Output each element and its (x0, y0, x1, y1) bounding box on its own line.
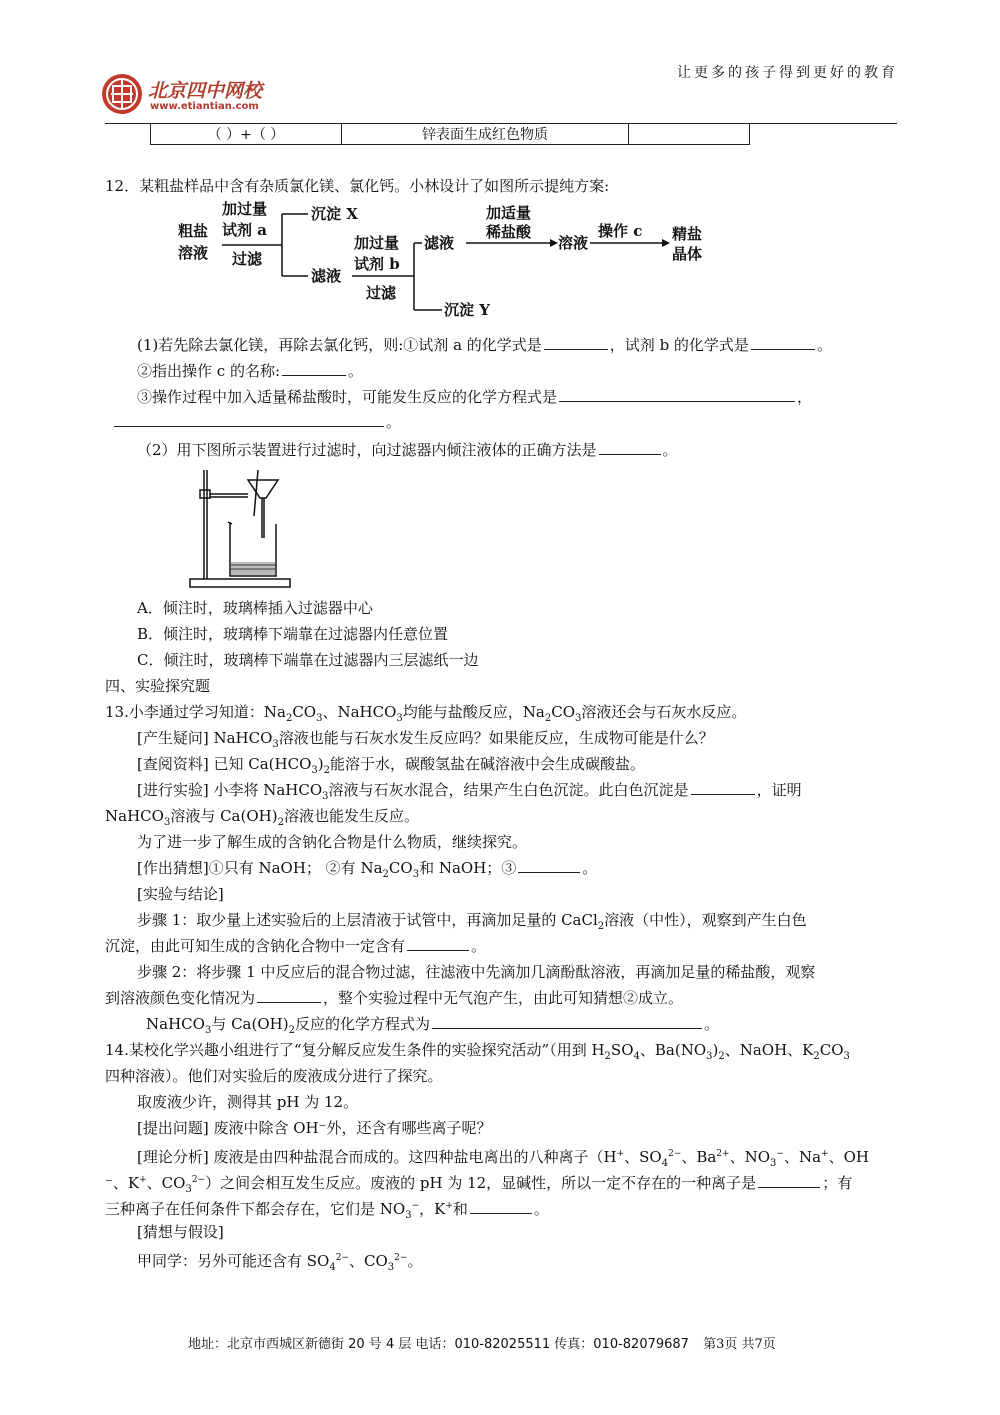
logo (100, 72, 290, 118)
q13-line8: [实验与结论] (137, 885, 224, 903)
q12-option-a: A．倾注时，玻璃棒插入过滤器中心 (137, 599, 373, 617)
q13-line12: 到溶液颜色变化情况为 ，整个实验过程中无气泡产生，由此可知猜想②成立。 (105, 989, 684, 1007)
q13-line10: 沉淀，由此可知生成的含钠化合物中一定含有 。 (105, 937, 487, 955)
q14-line8: [猜想与假设] (137, 1223, 224, 1241)
q14-line2: 四种溶液）。他们对实验后的废液成分进行了探究。 (105, 1067, 443, 1085)
q14-line3: 取废液少许，测得其 pH 为 12。 (137, 1093, 359, 1111)
flow-reagent-b: 试剂 b (354, 255, 400, 273)
q12-option-c: C．倾注时，玻璃棒下端靠在过滤器内三层滤纸一边 (137, 651, 479, 669)
logo-name: 北京四中网校 (148, 80, 263, 102)
flow-add-excess-a: 加过量 (222, 200, 268, 218)
q13-line1: 13.小李通过学习知道：$Na_2CO_3$、NaHCO$_3$均能与盐酸反应，$Na_2CO_3$溶液还会与石灰水反应。 (105, 703, 747, 724)
q13-line7: [作出猜想]①只有 NaOH； ②有 $Na_2CO_3$和 NaOH；③ 。 (137, 859, 598, 880)
q12-stem: 12．某粗盐样品中含有杂质氯化镁、氯化钙。小林设计了如图所示提纯方案: (105, 177, 610, 195)
table-cell: （ ）+（ ） (151, 124, 342, 145)
page-number: 第3页 共7页 (703, 1337, 776, 1352)
flow-precipitate-y: 沉淀 Y (444, 301, 490, 319)
logo-emblem-icon (100, 72, 144, 116)
flow-solution: 溶液 (558, 234, 589, 252)
flow-filter-1: 过滤 (232, 250, 263, 268)
q14-line7: 三种离子在任何条件下都会存在，它们是 $NO_3^-$，K+和 。 (105, 1200, 549, 1221)
flow-add-excess-b: 加过量 (354, 234, 400, 252)
table-cell: 锌表面生成红色物质 (342, 124, 629, 145)
q13-line11: 步骤 2：将步骤 1 中反应后的混合物过滤，往滤液中先滴加几滴酚酞溶液，再滴加足量的稀盐酸，观察 (137, 963, 816, 981)
flow-precipitate-x: 沉淀 X (311, 205, 358, 223)
q14-line6: ⁻、K+、$CO_3^{2-}$）之间会相互发生反应。废液的 pH 为 12，显碱性，所以一定不存在的一种离子是 ；有 (105, 1174, 853, 1195)
q12-part1-line4: 。 (112, 412, 401, 432)
flow-crystal: 晶体 (672, 245, 703, 263)
q12-part1-line2: ②指出操作 c 的名称: 。 (137, 362, 364, 380)
q13-line6: 为了进一步了解生成的含钠化合物是什么物质，继续探究。 (137, 833, 528, 851)
footer-address: 地址：北京市西城区新德街 20 号 4 层 电话：010-82025511 传真：010-82079687 (188, 1337, 689, 1352)
flow-crude-salt: 粗盐 (178, 222, 209, 240)
flow-add-hcl-1: 加适量 (486, 204, 532, 222)
q14-line4: [提出问题] 废液中除含 OH⁻外，还含有哪些离子呢？ (137, 1119, 492, 1137)
q14-line1: 14.某校化学兴趣小组进行了“复分解反应发生条件的实验探究活动”（用到 $H_2SO_4$、$Ba(NO_3)_2$、NaOH、$K_2CO_3$ (105, 1041, 850, 1062)
flow-reagent-a: 试剂 a (222, 221, 267, 239)
flow-add-hcl-2: 稀盐酸 (486, 223, 532, 241)
flow-filtrate-2: 滤液 (424, 234, 455, 252)
q13-line3: [查阅资料] 已知 $Ca(HCO_3)_2$能溶于水，碳酸氢盐在碱溶液中会生成碳酸盐。 (137, 755, 645, 776)
top-table (150, 123, 750, 145)
q12-part1-line3: ③操作过程中加入适量稀盐酸时，可能发生反应的化学方程式是 ， (137, 388, 813, 406)
filtration-apparatus-figure (188, 466, 298, 592)
flow-filter-2: 过滤 (366, 284, 397, 302)
flow-crude-solution: 溶液 (178, 244, 209, 262)
q13-line5: NaHCO$_3$溶液与 $Ca(OH)_2$溶液也能发生反应。 (105, 807, 419, 828)
flow-filtrate-1: 滤液 (311, 267, 342, 285)
flow-fine-salt: 精盐 (672, 225, 703, 243)
q13-line2: [产生疑问] NaHCO$_3$溶液也能与石灰水发生反应吗？如果能反应，生成物可能是什么？ (137, 729, 714, 750)
section-heading: 四、实验探究题 (105, 677, 211, 695)
q13-line4: [进行实验] 小李将 NaHCO$_3$溶液与石灰水混合，结果产生白色沉淀。此白色沉淀是 ，证明 (137, 781, 802, 802)
q13-line13: NaHCO$_3$与 $Ca(OH)_2$反应的化学方程式为 。 (146, 1015, 719, 1036)
q14-line5: [理论分析] 废液是由四种盐混合而成的。这四种盐电离出的八种离子（H+、$SO_4^{2-}$、$Ba^{2+}$、$NO_3^-$、Na+、OH (137, 1148, 869, 1169)
header-slogan: 让更多的孩子得到更好的教育 (677, 65, 898, 81)
table-cell (629, 124, 750, 145)
purification-flowchart (170, 198, 730, 326)
q14-line9: 甲同学：另外可能还含有 $SO_4^{2-}$、$CO_3^{2-}$。 (137, 1252, 423, 1273)
q13-line9: 步骤 1：取少量上述实验后的上层清液于试管中，再滴加足量的 CaCl$_2$溶液（中性），观察到产生白色 (137, 911, 807, 932)
flow-operation-c: 操作 c (598, 222, 643, 240)
footer (188, 1333, 776, 1352)
logo-url: www.etiantian.com (150, 101, 259, 112)
table-row (151, 124, 750, 145)
q12-part1-line1: (1)若先除去氯化镁，再除去氯化钙，则:①试剂 a 的化学式是 ，试剂 b 的化学式是 。 (137, 336, 832, 354)
q12-option-b: B．倾注时，玻璃棒下端靠在过滤器内任意位置 (137, 625, 449, 643)
q12-part2-stem: （2）用下图所示装置进行过滤时，向过滤器内倾注液体的正确方法是 。 (137, 441, 678, 459)
